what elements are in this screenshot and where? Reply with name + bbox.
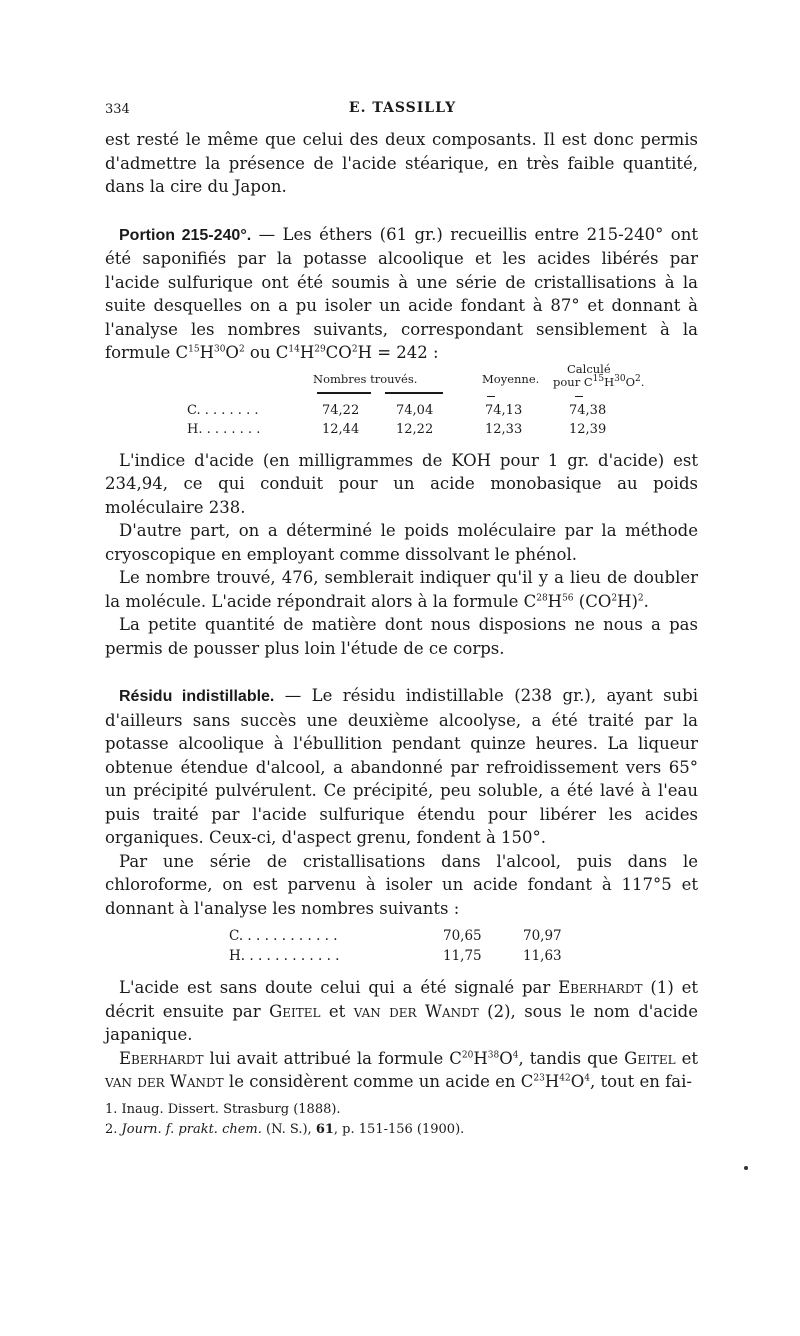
table-header-calc-formula: pour $C^{15}H^{30}O^2$. xyxy=(553,373,645,389)
table-header-mean: Moyenne. xyxy=(482,371,540,386)
footnote-1: 1. Inaug. Dissert. Strasburg (1888). xyxy=(105,1102,341,1117)
table-cell: 12,22 xyxy=(396,421,434,437)
table-dash xyxy=(575,396,583,397)
paragraph: D'autre part, on a déterminé le poids moléculaire par la méthode cryoscopique en employant comme dissolvant le phénol. xyxy=(105,521,698,564)
analysis-table-2 xyxy=(105,920,698,976)
author-name: Eberhardt xyxy=(119,1048,204,1068)
table-cell: 74,13 xyxy=(485,402,523,418)
table-cell: 11,63 xyxy=(523,948,562,964)
table-cell: 12,39 xyxy=(569,421,607,437)
table-cell: 74,38 xyxy=(569,402,607,418)
table-rule xyxy=(385,392,443,394)
analysis-table-1 xyxy=(105,361,698,449)
table-cell: 12,44 xyxy=(322,421,360,437)
paragraph: est resté le même que celui des deux composants. Il est donc permis d'admettre la présence de l'acide stéarique, en très faible quantité, dans la cire du Japon. xyxy=(105,130,698,196)
author-name: Geitel xyxy=(269,1001,321,1021)
running-header xyxy=(105,100,700,126)
table-row-label: H. . . . . . . . . . . . xyxy=(229,948,340,964)
paragraph: La petite quantité de matière dont nous disposions ne nous a pas permis de pousser plus loin l'étude de ce corps. xyxy=(105,615,698,658)
table-header-calc: Calculé xyxy=(567,361,611,376)
table-rule xyxy=(317,392,371,394)
table-cell: 74,04 xyxy=(396,402,434,418)
ink-speck xyxy=(744,1166,748,1170)
paragraph-portion: Portion 215-240°. — Les éthers (61 gr.) recueillis entre 215-240° ont été saponifiés par la potasse alcoolique et les acides libérés par l'acide sulfurique ont été soumis à une série de cristallisations à la suite desquelles on a pu isoler un acide fondant à 87° et donnant à l'analyse les nombres suivants, correspondant sensiblement à la formule $C^{15}H^{30}O^2$ ou $C^{14}H^{29}CO^2H = 242$ : xyxy=(105,224,699,362)
table-row-label: C. . . . . . . . . . . . xyxy=(229,928,338,944)
table-cell: 74,22 xyxy=(322,402,360,418)
running-title: E. TASSILLY xyxy=(348,100,457,116)
author-name: Geitel xyxy=(624,1048,676,1068)
table-dash xyxy=(487,396,495,397)
author-name: van der Wandt xyxy=(105,1072,224,1091)
paragraph: Eberhardt lui avait attribué la formule $C^{20}H^{38}O^4$, tandis que Geitel et van der Wandt le considèrent comme un acide en $C^{23}H^{42}O^4$, tout en fai- xyxy=(105,1048,698,1091)
paragraph: L'acide est sans doute celui qui a été signalé par Eberhardt (1) et décrit ensuite par Geitel et van der Wandt (2), sous le nom d'acide japanique. xyxy=(105,978,698,1044)
table-row-label: H. . . . . . . . xyxy=(187,421,261,437)
paragraph-residu: Résidu indistillable. — Le résidu indistillable (238 gr.), ayant subi d'ailleurs sans succès une deuxième alcoolyse, a été traité par la potasse alcoolique à l'ébullition pendant quinze heures. La liqueur obtenue étendue d'alcool, a abandonné par refroidissement vers 65° un précipité pulvérulent. Ce précipité, peu soluble, a été lavé à l'eau puis traité par l'acide sulfurique étendu pour libérer les acides organiques. Ceux-ci, d'aspect grenu, fondent à 150°. xyxy=(105,686,699,847)
author-name: Eberhardt xyxy=(558,978,643,997)
paragraph: Le nombre trouvé, 476, semblerait indiquer qu'il y a lieu de doubler la molécule. L'acide répondrait alors à la formule $C^{28}H^{56}$ $(CO^2H)^2$. xyxy=(105,568,698,611)
footnote-2: 2. Journ. f. prakt. chem. (N. S.), 61, p. 151-156 (1900). xyxy=(105,1122,465,1137)
paragraph: Par une série de cristallisations dans l'alcool, puis dans le chloroforme, on est parvenu à isoler un acide fondant à 117°5 et donnant à l'analyse les nombres suivants : xyxy=(105,851,698,918)
section-runin-heading: Portion 215-240°. xyxy=(119,226,252,244)
table-header-found: Nombres trouvés. xyxy=(313,371,418,386)
table-row-label: C. . . . . . . . xyxy=(187,402,259,418)
main-text xyxy=(105,128,698,1094)
section-runin-heading: Résidu indistillable. xyxy=(119,688,275,705)
paragraph: L'indice d'acide (en milligrammes de KOH pour 1 gr. d'acide) est 234,94, ce qui conduit pour un acide monobasique au poids moléculaire 238. xyxy=(105,450,698,517)
table-cell: 12,33 xyxy=(485,421,523,437)
author-name: van der Wandt xyxy=(353,1001,479,1021)
page-number: 334 xyxy=(105,102,130,117)
table-cell: 70,65 xyxy=(443,928,482,944)
footnotes xyxy=(105,1100,665,1140)
table-cell: 11,75 xyxy=(443,948,482,964)
table-cell: 70,97 xyxy=(523,928,562,944)
